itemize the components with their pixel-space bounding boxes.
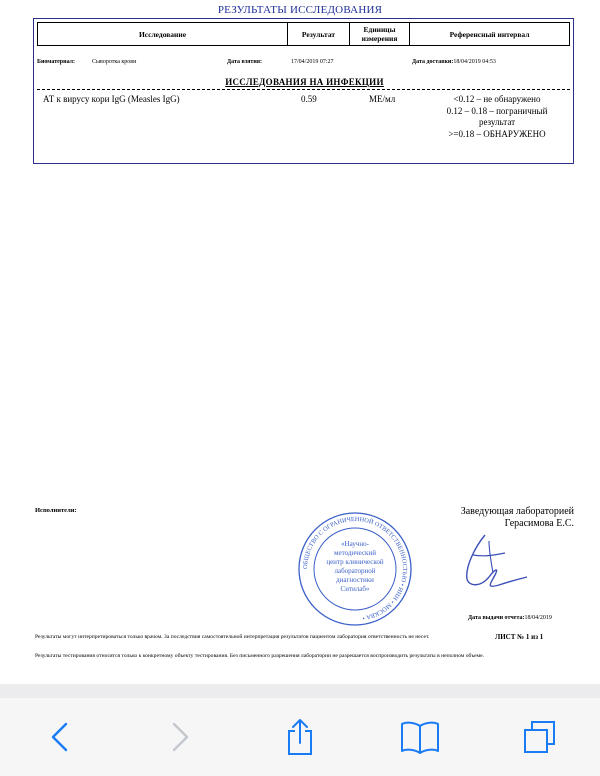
report-frame: [33, 18, 574, 164]
test-result: 0.59: [301, 94, 317, 104]
reference-interval: [427, 94, 567, 140]
reference-line: >=0.18 – ОБНАРУЖЕНО: [448, 128, 546, 139]
reference-line: 0.12 – 0.18 – пограничный: [446, 105, 548, 116]
stamp-line: Ситилаб»: [340, 585, 370, 593]
test-name: АТ к вирусу кори IgG (Measles IgG): [43, 94, 180, 104]
disclaimer-2: Результаты тестирования относятся только к конкретному объекту тестирования. Без письменного разрешения лаборатории не разрешается воспроизводить результаты в неполном объеме.: [35, 653, 485, 659]
lab-stamp: [295, 510, 415, 628]
reference-line: результат: [478, 117, 516, 127]
col-reference: Референсный интервал: [449, 29, 530, 39]
forward-icon: [169, 721, 191, 753]
stamp-line: центр клинической: [326, 558, 384, 566]
table-header: [37, 22, 570, 46]
stamp-line: лабораторной: [334, 567, 376, 575]
tabs-button[interactable]: [510, 707, 570, 767]
bookmarks-button[interactable]: [390, 707, 450, 767]
biomaterial-value: Сыворотка крови: [92, 59, 137, 65]
lab-head-name: Герасимова Е.С.: [504, 518, 574, 529]
issue-date-value: 18/04/2019: [524, 615, 552, 621]
executors-label: Исполнители:: [35, 507, 77, 514]
test-units: МЕ/мл: [369, 94, 396, 104]
lab-head-title: Заведующая лабораторией: [460, 506, 574, 517]
biomaterial-label: Биоматериал:: [37, 59, 76, 65]
issue-date: Дата выдачи отчета:18/04/2019: [468, 615, 552, 621]
tabs-icon: [522, 719, 558, 755]
stamp-line: диагностики: [336, 576, 374, 584]
dashed-divider: [37, 89, 570, 90]
stamp-line: методический: [334, 549, 376, 557]
col-study: Исследование: [38, 23, 288, 45]
report-title: РЕЗУЛЬТАТЫ ИССЛЕДОВАНИЯ: [217, 4, 383, 16]
delivery-value: 18/04/2019 04:53: [453, 59, 496, 65]
col-units: Единицы измерения: [350, 23, 410, 45]
browser-toolbar: [0, 697, 600, 776]
section-title: ИССЛЕДОВАНИЯ НА ИНФЕКЦИИ: [225, 77, 384, 87]
reference-line: <0.12 – не обнаружено: [453, 94, 541, 104]
col-result: Результат: [288, 23, 350, 45]
back-icon: [49, 721, 71, 753]
delivery-field: Дата доставки:18/04/2019 04:53: [412, 59, 496, 65]
forward-button[interactable]: [150, 707, 210, 767]
stamp-line: «Научно-: [341, 540, 369, 548]
back-button[interactable]: [30, 707, 90, 767]
share-icon: [285, 717, 315, 757]
signature-image: [455, 527, 535, 597]
taken-label: Дата взятия:: [227, 59, 263, 65]
bookmarks-icon: [400, 720, 440, 754]
disclaimer-1: Результаты могут интерпретироваться только врачом. За последствия самостоятельной интерпретация результатов пациентом лаборатория ответственность не несет.: [35, 634, 430, 640]
sheet-number: ЛИСТ № 1 из 1: [495, 633, 544, 641]
taken-value: 17/04/2019 07:27: [291, 59, 334, 65]
stamp-ring-text: ОБЩЕСТВО С ОГРАНИЧЕННОЙ ОТВЕТСТВЕННОСТЬЮ • ИНН • МОСКВА •: [301, 515, 409, 622]
share-button[interactable]: [270, 707, 330, 767]
